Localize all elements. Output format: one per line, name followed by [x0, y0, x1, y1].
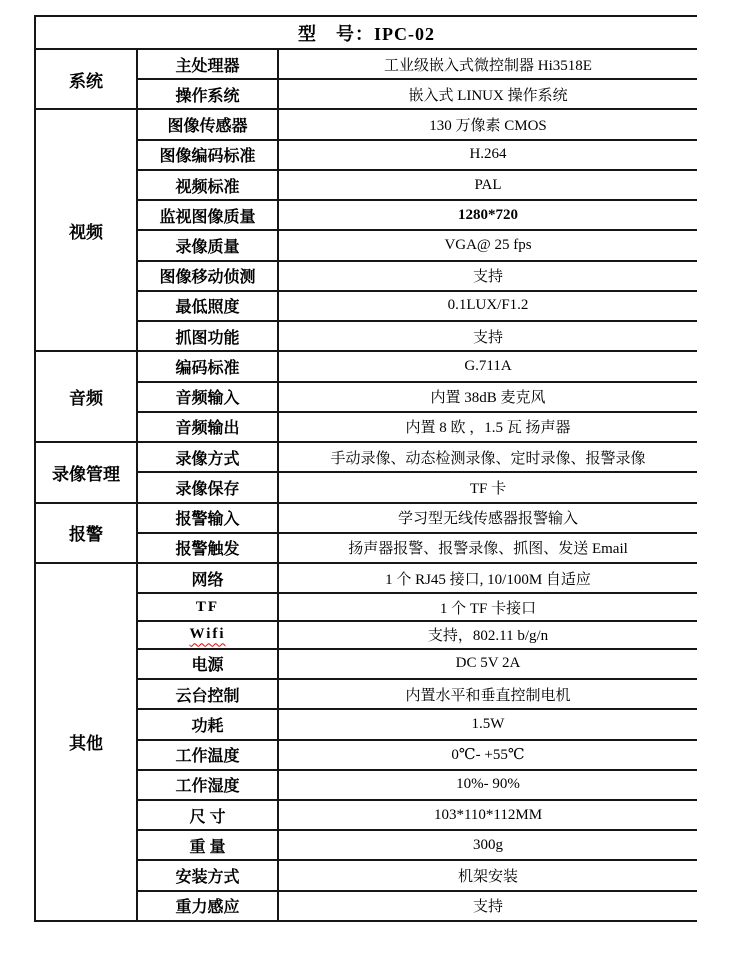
table-row — [35, 351, 697, 381]
table-row — [35, 563, 697, 593]
spec-value: 0℃- +55℃ — [278, 740, 697, 770]
spec-value: 扬声器报警、报警录像、抓图、发送 Email — [278, 533, 697, 563]
table-row — [35, 49, 697, 79]
section-cell: 报警 — [35, 503, 137, 563]
spec-label: 图像移动侦测 — [137, 261, 278, 291]
section-cell: 录像管理 — [35, 442, 137, 502]
spec-label: 报警输入 — [137, 503, 278, 533]
spec-label: 操作系统 — [137, 79, 278, 109]
spec-value: 内置水平和垂直控制电机 — [278, 679, 697, 709]
spec-label: 录像方式 — [137, 442, 278, 472]
spec-value: 300g — [278, 830, 697, 860]
table-row — [35, 503, 697, 533]
spec-label: TF — [137, 593, 278, 621]
spec-label: 云台控制 — [137, 679, 278, 709]
spec-value: H.264 — [278, 140, 697, 170]
spec-label: 视频标准 — [137, 170, 278, 200]
spec-value: G.711A — [278, 351, 697, 381]
spec-value: 130 万像素 CMOS — [278, 109, 697, 139]
spec-value: 1 个 RJ45 接口, 10/100M 自适应 — [278, 563, 697, 593]
spec-label: 电源 — [137, 649, 278, 679]
table-row — [35, 109, 697, 139]
spec-table-body — [35, 49, 697, 921]
spec-label: 音频输入 — [137, 382, 278, 412]
spec-value: 支持，802.11 b/g/n — [278, 621, 697, 649]
spec-label: 主处理器 — [137, 49, 278, 79]
spec-label: 监视图像质量 — [137, 200, 278, 230]
spec-value: DC 5V 2A — [278, 649, 697, 679]
spec-label: 编码标准 — [137, 351, 278, 381]
model-title: 型 号：IPC-02 — [35, 16, 697, 49]
spec-label: 功耗 — [137, 709, 278, 739]
spec-value: 内置 8 欧 ，1.5 瓦 扬声器 — [278, 412, 697, 442]
spec-value: 支持 — [278, 261, 697, 291]
title-row — [35, 16, 697, 49]
spec-value: 工业级嵌入式微控制器 Hi3518E — [278, 49, 697, 79]
spec-value: 机架安装 — [278, 860, 697, 890]
spec-label: 图像编码标准 — [137, 140, 278, 170]
table-row — [35, 442, 697, 472]
spec-label: 图像传感器 — [137, 109, 278, 139]
section-cell: 音频 — [35, 351, 137, 442]
spec-label: 工作湿度 — [137, 770, 278, 800]
spec-value: PAL — [278, 170, 697, 200]
spec-value: VGA@ 25 fps — [278, 230, 697, 260]
spec-value: 103*110*112MM — [278, 800, 697, 830]
spec-label: 录像保存 — [137, 472, 278, 502]
spec-value: 手动录像、动态检测录像、定时录像、报警录像 — [278, 442, 697, 472]
spec-value: 内置 38dB 麦克风 — [278, 382, 697, 412]
spec-value: 1280*720 — [278, 200, 697, 230]
spec-value: 1.5W — [278, 709, 697, 739]
spec-label: 最低照度 — [137, 291, 278, 321]
spec-label: 录像质量 — [137, 230, 278, 260]
spec-label: 安装方式 — [137, 860, 278, 890]
spec-label: 工作温度 — [137, 740, 278, 770]
spec-label: 音频输出 — [137, 412, 278, 442]
spec-table — [34, 15, 697, 922]
spec-label: 报警触发 — [137, 533, 278, 563]
section-cell: 其他 — [35, 563, 137, 921]
section-cell: 系统 — [35, 49, 137, 109]
spec-label: 尺 寸 — [137, 800, 278, 830]
spec-label: 重力感应 — [137, 891, 278, 921]
spec-value: 嵌入式 LINUX 操作系统 — [278, 79, 697, 109]
spec-value: 0.1LUX/F1.2 — [278, 291, 697, 321]
spec-value: 支持 — [278, 891, 697, 921]
spec-value: 学习型无线传感器报警输入 — [278, 503, 697, 533]
spec-label: 网络 — [137, 563, 278, 593]
spec-label: Wifi — [137, 621, 278, 649]
spec-value: 1 个 TF 卡接口 — [278, 593, 697, 621]
spec-value: 10%- 90% — [278, 770, 697, 800]
spec-value: TF 卡 — [278, 472, 697, 502]
spec-label: 重 量 — [137, 830, 278, 860]
spec-label: 抓图功能 — [137, 321, 278, 351]
spec-value: 支持 — [278, 321, 697, 351]
section-cell: 视频 — [35, 109, 137, 351]
